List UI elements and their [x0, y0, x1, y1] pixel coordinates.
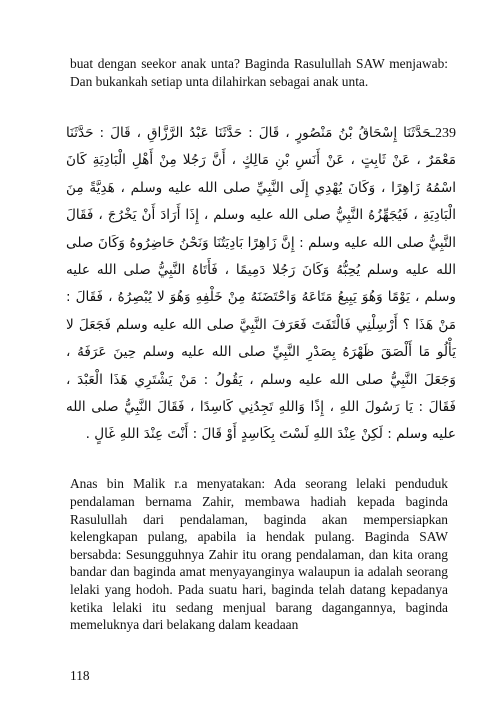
page-number: 118 — [70, 668, 90, 683]
intro-paragraph: buat dengan seekor anak unta? Baginda Rasulullah SAW menjawab: Dan bukankah setiap unta dilahirkan sebagai anak unta. — [70, 56, 448, 90]
hadith-arabic-block — [66, 120, 456, 449]
hadith-arabic-text: ـحَدَّثَنَا إِسْحَاقُ بْنُ مَنْصُورٍ ، قَالَ : حَدَّثَنَا عَبْدُ الرَّزَّاقِ ، قَالَ : حَدَّثَنَا مَعْمَرٌ ، عَنْ ثَابِتٍ ، عَنْ أَنَسِ بْنِ مَالِكٍ ، أَنَّ رَجُلا مِنْ أَهْلِ الْبَادِيَةِ كَانَ اسْمُهُ زَاهِرًا ، وَكَانَ يُهْدِي إِلَى النَّبِيِّ صلى الله عليه وسلم ، هَدِيَّةً مِنَ الْبَادِيَةِ ، فَيُجَهِّزُهُ النَّبِيُّ صلى الله عليه وسلم ، إِذَا أَرَادَ أَنْ يَخْرُجَ ، فَقَالَ النَّبِيُّ صلى الله عليه وسلم : إِنَّ زَاهِرًا بَادِيَتُنَا وَنَحْنُ حَاضِرُوهُ وَكَانَ صلى الله عليه وسلم يُحِبُّهُ وَكَانَ رَجُلا دَمِيمًا ، فَأَتَاهُ النَّبِيُّ صلى الله عليه وسلم ، يَوْمًا وَهُوَ يَبِيعُ مَتَاعَهُ وَاحْتَضَنَهُ مِنْ خَلْفِهِ وَهُوَ لا يُبْصِرُهُ ، فَقَالَ : مَنْ هَذَا ؟ أَرْسِلْنِي فَالْتَفَتَ فَعَرَفَ النَّبِيَّ صلى الله عليه وسلم فَجَعَلَ لا يَأْلُو مَا أَلْصَقَ ظَهْرَهُ بِصَدْرِ النَّبِيِّ صلى الله عليه وسلم حِينَ عَرَفَهُ ، وَجَعَلَ النَّبِيُّ صلى الله عليه وسلم ، يَقُولُ : مَنْ يَشْتَرِي هَذَا الْعَبْدَ ، فَقَالَ : يَا رَسُولَ اللهِ ، إِذًا وَاللهِ تَجِدُنِي كَاسِدًا ، فَقَالَ النَّبِيُّ صلى الله عليه وسلم : لَكِنْ عِنْدَ اللهِ لَسْتَ بِكَاسِدٍ أَوْ قَالَ : أَنْتَ عِنْدَ اللهِ غَالٍ . — [66, 125, 456, 443]
hadith-number: 239 — [435, 126, 456, 141]
translation-paragraph: Anas bin Malik r.a menyatakan: Ada seorang lelaki penduduk pendalaman bernama Zahir, membawa hadiah kepada baginda Rasulullah dari pendalaman, baginda akan mempersiapkan kelengkapan pulang, apabila ia hendak pulang. Baginda SAW bersabda: Sesungguhnya Zahir itu orang pendalaman, dan kita orang bandar dan baginda amat menyayanginya walaupun ia adalah seorang lelaki yang hodoh. Pada suatu hari, baginda telah datang kepadanya ketika lelaki itu sedang menjual barang dagangannya, baginda memeluknya dari belakang dalam keadaan — [70, 476, 448, 633]
